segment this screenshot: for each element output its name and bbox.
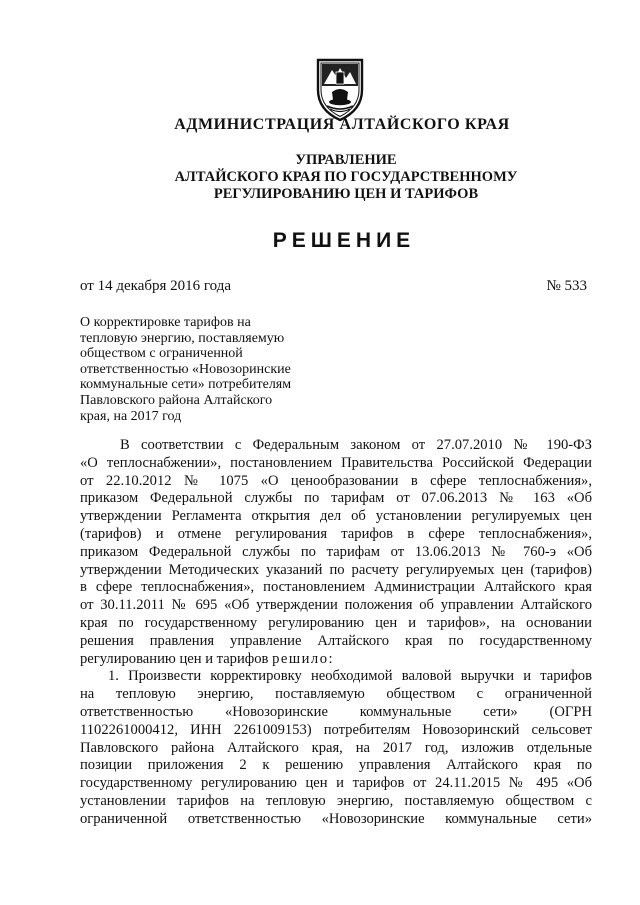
body-line-final-clause xyxy=(80,651,592,669)
coat-of-arms-icon xyxy=(312,56,368,122)
body-line: приказом Федеральной службы по тарифам от 07.06.2013 № 163 «Об xyxy=(80,490,592,507)
body-line: 1. Произвести корректировку необходимой валовой выручки и тарифов xyxy=(108,668,592,685)
body-line: в сфере теплоснабжения», постановлением Администрации Алтайского края xyxy=(80,579,592,596)
subject-line: обществом с ограниченной xyxy=(80,346,243,362)
subject-line: тепловую энергию, поставляемую xyxy=(80,330,285,346)
body-line: утверждении Методических указаний по расчету регулируемых цен (тарифов) xyxy=(80,561,592,578)
body-line: государственному регулированию цен и тарифов от 24.11.2015 № 495 «Об xyxy=(80,775,592,792)
subject-line: коммунальные сети» потребителям xyxy=(80,377,292,393)
body-line: позиции приложения 2 к решению управления Алтайского края по xyxy=(80,757,592,774)
administration-title: АДМИНИСТРАЦИЯ АЛТАЙСКОГО КРАЯ xyxy=(174,116,510,133)
department-title-line-3: РЕГУЛИРОВАНИЮ ЦЕН И ТАРИФОВ xyxy=(213,186,479,202)
body-line: установлении тарифов на тепловую энергию, поставляемую обществом с xyxy=(80,792,592,809)
body-line: на тепловую энергию, поставляемую обществом с ограниченной xyxy=(80,686,592,703)
document-date: от 14 декабря 2016 года xyxy=(80,278,232,294)
body-line: от 22.10.2012 № 1075 «О ценообразовании в сфере теплоснабжения», xyxy=(80,472,592,489)
body-line: (тарифов) и отмене регулирования тарифов в сфере теплоснабжения», xyxy=(80,525,592,542)
decided-word: решило: xyxy=(272,650,335,667)
body-line: края по государственному регулированию цен и тарифов», на основании xyxy=(80,614,592,631)
subject-line: края, на 2017 год xyxy=(80,408,182,424)
body-line: ограниченной ответственностью «Новозоринские коммунальные сети» xyxy=(80,810,592,827)
body-line: утверждении Регламента открытия дел об установлении регулируемых цен xyxy=(80,508,592,525)
document-type-heading: РЕШЕНИЕ xyxy=(272,229,416,252)
body-line-text: регулированию цен и тарифов xyxy=(80,650,273,667)
department-title-line-2: АЛТАЙСКОГО КРАЯ ПО ГОСУДАРСТВЕННОМУ xyxy=(174,169,518,185)
body-line: от 30.11.2011 № 695 «Об утверждении положения об управлении Алтайского xyxy=(80,597,592,614)
document-number: № 533 xyxy=(546,278,587,294)
document-subject xyxy=(80,315,316,424)
body-line: решения правления управление Алтайского края по государственному xyxy=(80,632,592,649)
body-line: 1102261000412, ИНН 2261009153) потребителям Новозоринский сельсовет xyxy=(80,721,592,738)
subject-line: О корректировке тарифов на xyxy=(80,315,251,330)
body-line: «О теплоснабжении», постановлением Правительства Российской Федерации xyxy=(80,454,592,471)
body-line: В соответствии с Федеральным законом от 27.07.2010 № 190-ФЗ xyxy=(120,437,592,453)
department-title-line-1: УПРАВЛЕНИЕ xyxy=(295,152,397,168)
document-body xyxy=(80,437,592,829)
body-line: ответственностью «Новозоринские коммунальные сети» (ОГРН xyxy=(80,703,592,720)
subject-line: Павловского района Алтайского xyxy=(80,392,273,408)
body-line: Павловского района Алтайского края, на 2017 год, изложив отдельные xyxy=(80,739,592,756)
subject-line: ответственностью «Новозоринские xyxy=(80,361,291,377)
body-line: приказом Федеральной службы по тарифам от 13.06.2013 № 760-э «Об xyxy=(80,543,592,560)
